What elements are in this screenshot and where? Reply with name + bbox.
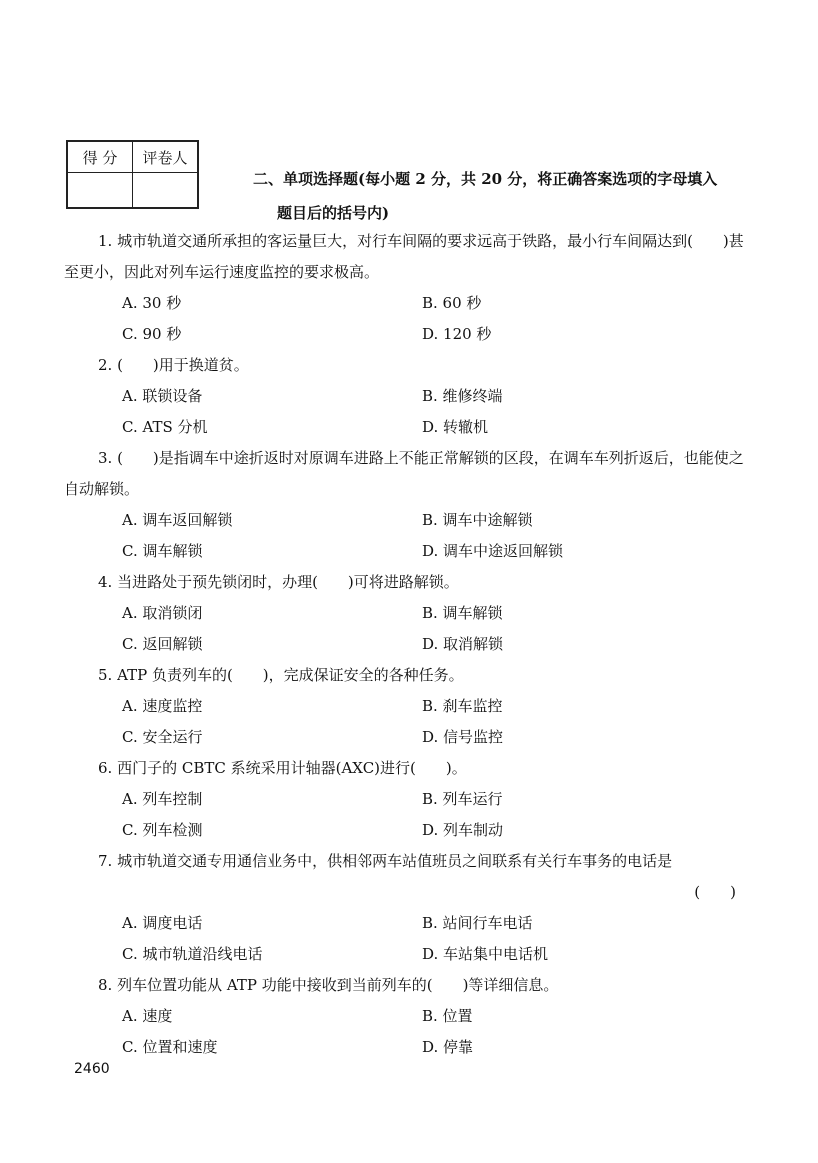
score-cell	[67, 173, 133, 209]
option-b: B. 调车解锁	[422, 604, 503, 622]
option-d: D. 车站集中电话机	[422, 945, 549, 963]
question-stem: 6. 西门子的 CBTC 系统采用计轴器(AXC)进行( )。	[98, 759, 467, 777]
option-a: A. 调度电话	[122, 914, 203, 932]
option-a: A. 调车返回解锁	[122, 511, 233, 529]
option-d: D. 停靠	[422, 1038, 474, 1056]
section-title-line2: 题目后的括号内)	[277, 204, 390, 222]
question-1	[64, 226, 754, 350]
option-a: A. 联锁设备	[122, 387, 203, 405]
option-b: B. 维修终端	[422, 387, 503, 405]
answer-blank: ( )	[694, 883, 736, 901]
option-c: C. 城市轨道沿线电话	[122, 945, 263, 963]
page-code: 2460	[74, 1061, 110, 1077]
option-c: C. 安全运行	[122, 728, 203, 746]
grader-cell	[133, 173, 199, 209]
option-a: A. 30 秒	[122, 294, 182, 312]
option-d: D. 取消解锁	[422, 635, 504, 653]
question-2	[64, 350, 754, 443]
question-list	[64, 226, 754, 1063]
question-4	[64, 567, 754, 660]
option-d: D. 列车制动	[422, 821, 504, 839]
option-a: A. 列车控制	[122, 790, 203, 808]
section-title	[253, 162, 753, 230]
option-d: D. 信号监控	[422, 728, 504, 746]
option-d: D. 调车中途返回解锁	[422, 542, 564, 560]
option-c: C. 调车解锁	[122, 542, 203, 560]
question-8	[64, 970, 754, 1063]
question-stem: 4. 当进路处于预先锁闭时，办理( )可将进路解锁。	[98, 573, 459, 591]
question-stem: 8. 列车位置功能从 ATP 功能中接收到当前列车的( )等详细信息。	[98, 976, 559, 994]
option-c: C. 90 秒	[122, 325, 182, 343]
option-c: C. 列车检测	[122, 821, 203, 839]
option-b: B. 列车运行	[422, 790, 503, 808]
question-3	[64, 443, 754, 567]
option-b: B. 位置	[422, 1007, 473, 1025]
question-stem: 2. ( )用于换道贫。	[98, 356, 249, 374]
score-label: 得 分	[67, 141, 133, 173]
score-box	[66, 140, 199, 209]
question-stem: 7. 城市轨道交通专用通信业务中，供相邻两车站值班员之间联系有关行车事务的电话是	[98, 852, 673, 870]
option-b: B. 站间行车电话	[422, 914, 533, 932]
question-stem: 1. 城市轨道交通所承担的客运量巨大，对行车间隔的要求远高于铁路，最小行车间隔达到( )甚至更小，因此对列车运行速度监控的要求极高。	[64, 232, 744, 281]
question-6	[64, 753, 754, 846]
question-5	[64, 660, 754, 753]
option-d: D. 120 秒	[422, 325, 492, 343]
option-c: C. 返回解锁	[122, 635, 203, 653]
question-7	[64, 846, 754, 970]
option-a: A. 速度监控	[122, 697, 203, 715]
option-d: D. 转辙机	[422, 418, 489, 436]
option-b: B. 调车中途解锁	[422, 511, 533, 529]
grader-label: 评卷人	[133, 141, 199, 173]
question-stem: 3. ( )是指调车中途折返时对原调车进路上不能正常解锁的区段，在调车车列折返后，也能使之自动解锁。	[64, 449, 744, 498]
option-c: C. 位置和速度	[122, 1038, 218, 1056]
question-stem: 5. ATP 负责列车的( )，完成保证安全的各种任务。	[98, 666, 464, 684]
option-b: B. 60 秒	[422, 294, 482, 312]
option-c: C. ATS 分机	[122, 418, 208, 436]
option-a: A. 速度	[122, 1007, 173, 1025]
option-a: A. 取消锁闭	[122, 604, 203, 622]
section-title-line1: 二、单项选择题(每小题 2 分，共 20 分，将正确答案选项的字母填入	[253, 170, 718, 188]
option-b: B. 刹车监控	[422, 697, 503, 715]
